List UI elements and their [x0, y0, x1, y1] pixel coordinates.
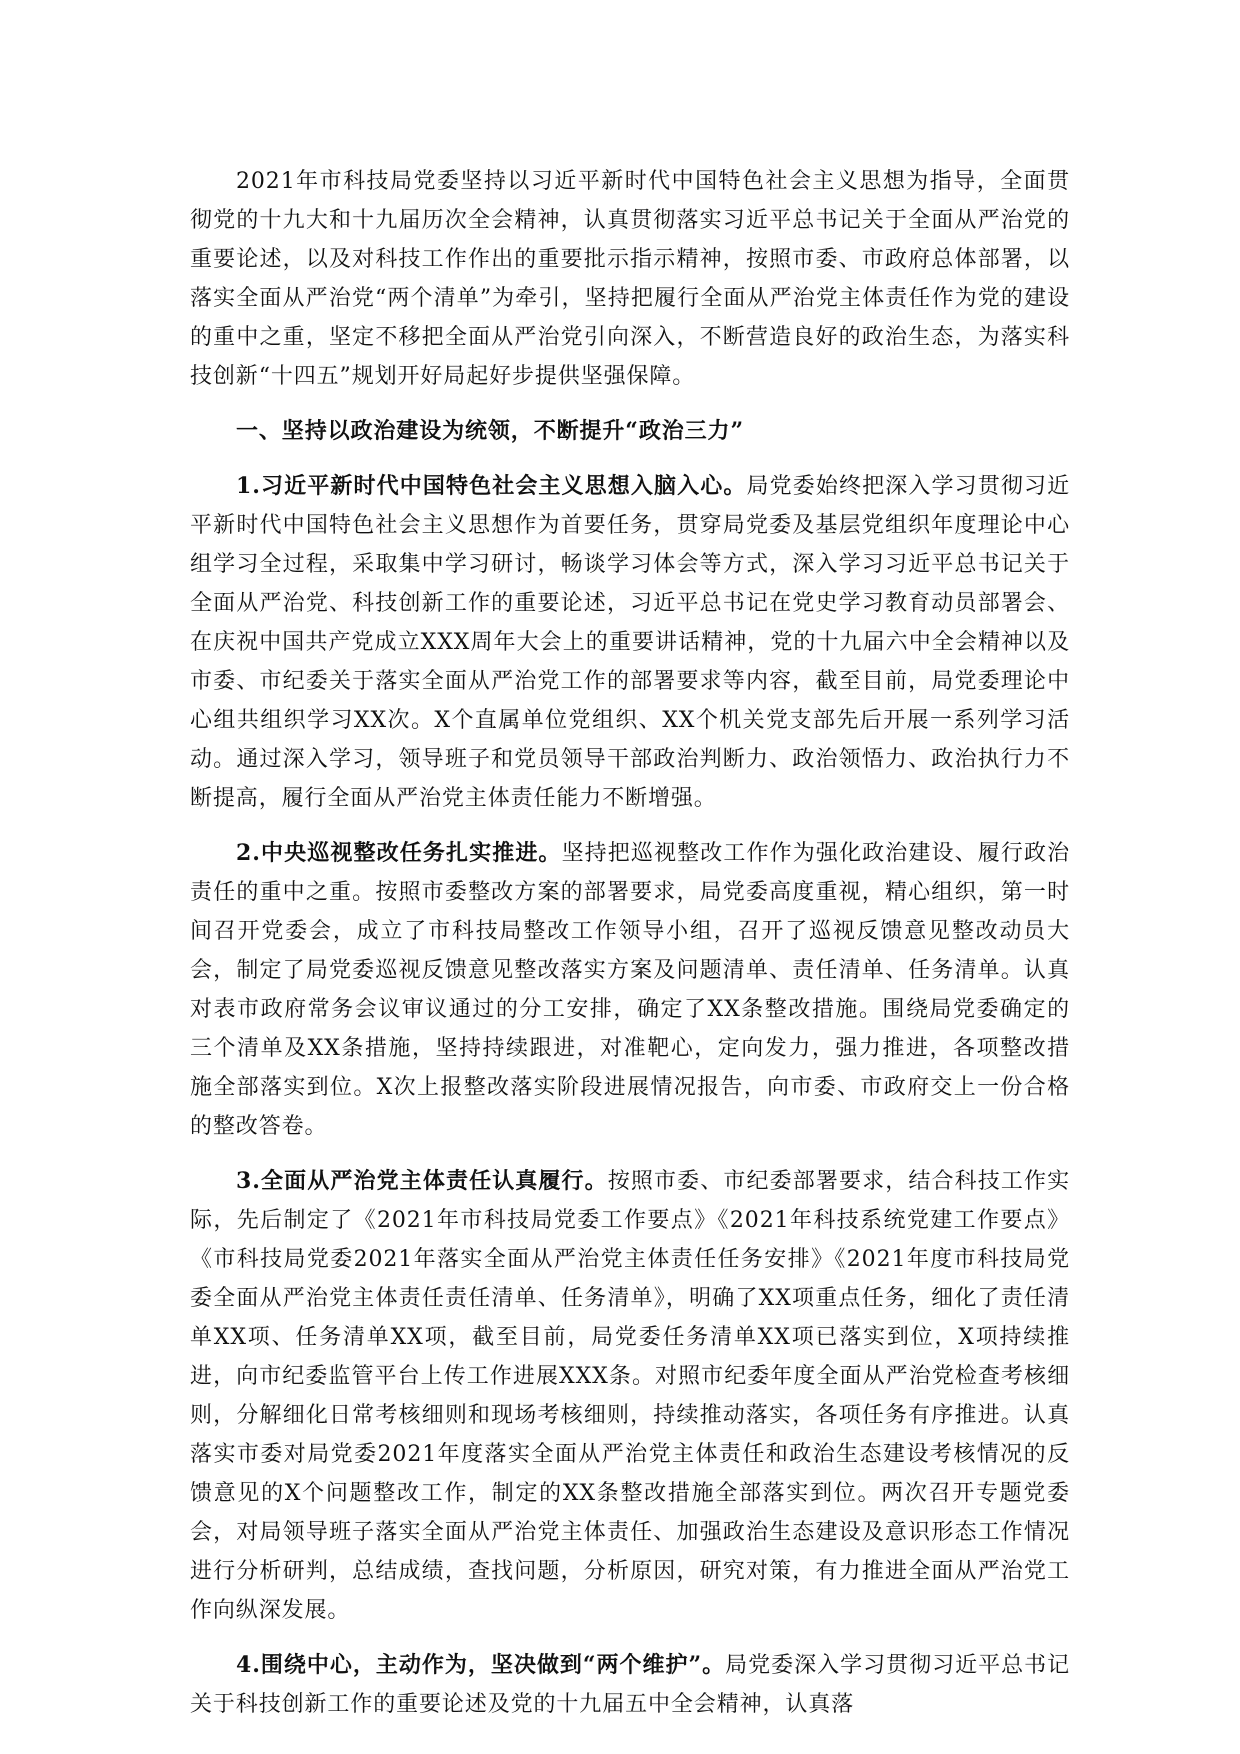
- item-body-3: 按照市委、市纪委部署要求，结合科技工作实际，先后制定了《2021年市科技局党委工作要点》《2021年科技系统党建工作要点》《市科技局党委2021年落实全面从严治党主体责任任务安排》《2021年度市科技局党委全面从严治党主体责任责任清单、任务清单》，明确了XX项重点任务，细化了责任清单XX项、任务清单XX项，截至目前，局党委任务清单XX项已落实到位，X项持续推进，向市纪委监管平台上传工作进展XXX条。对照市纪委年度全面从严治党检查考核细则，分解细化日常考核细则和现场考核细则，持续推动落实，各项任务有序推进。认真落实市委对局党委2021年度落实全面从严治党主体责任和政治生态建设考核情况的反馈意见的X个问题整改工作，制定的XX条整改措施全部落实到位。两次召开专题党委会，对局领导班子落实全面从严治党主体责任、加强政治生态建设及意识形态工作情况进行分析研判，总结成绩，查找问题，分析原因，研究对策，有力推进全面从严治党工作向纵深发展。: [190, 1169, 1070, 1623]
- item-body-1: 局党委始终把深入学习贯彻习近平新时代中国特色社会主义思想作为首要任务，贯穿局党委及基层党组织年度理论中心组学习全过程，采取集中学习研讨，畅谈学习体会等方式，深入学习习近平总书记关于全面从严治党、科技创新工作的重要论述，习近平总书记在党史学习教育动员部署会、在庆祝中国共产党成立XXX周年大会上的重要讲话精神，党的十九届六中全会精神以及市委、市纪委关于落实全面从严治党工作的部署要求等内容，截至目前，局党委理论中心组共组织学习XX次。X个直属单位党组织、XX个机关党支部先后开展一系列学习活动。通过深入学习，领导班子和党员领导干部政治判断力、政治领悟力、政治执行力不断提高，履行全面从严治党主体责任能力不断增强。: [190, 474, 1070, 811]
- item-lead-3: 3.全面从严治党主体责任认真履行。: [236, 1168, 608, 1194]
- intro-paragraph: 2021年市科技局党委坚持以习近平新时代中国特色社会主义思想为指导，全面贯彻党的十九大和十九届历次全会精神，认真贯彻落实习近平总书记关于全面从严治党的重要论述，以及对科技工作作出的重要批示指示精神，按照市委、市政府总体部署，以落实全面从严治党“两个清单”为牵引，坚持把履行全面从严治党主体责任作为党的建设的重中之重，坚定不移把全面从严治党引向深入，不断营造良好的政治生态，为落实科技创新“十四五”规划开好局起好步提供坚强保障。: [190, 169, 1070, 389]
- item-paragraph-4: [190, 1646, 1070, 1724]
- item-lead-1: 1.习近平新时代中国特色社会主义思想入脑入心。: [236, 473, 747, 499]
- item-paragraph-3: [190, 1162, 1070, 1630]
- item-lead-2: 2.中央巡视整改任务扎实推进。: [236, 840, 562, 866]
- section-heading: 一、坚持以政治建设为统领，不断提升“政治三力”: [236, 418, 745, 444]
- item-body-2: 坚持把巡视整改工作作为强化政治建设、履行政治责任的重中之重。按照市委整改方案的部署要求，局党委高度重视，精心组织，第一时间召开党委会，成立了市科技局整改工作领导小组，召开了巡视反馈意见整改动员大会，制定了局党委巡视反馈意见整改落实方案及问题清单、责任清单、任务清单。认真对表市政府常务会议审议通过的分工安排，确定了XX条整改措施。围绕局党委确定的三个清单及XX条措施，坚持持续跟进，对准靶心，定向发力，强力推进，各项整改措施全部落实到位。X次上报整改落实阶段进展情况报告，向市委、市政府交上一份合格的整改答卷。: [190, 841, 1070, 1139]
- item-paragraph-2: [190, 834, 1070, 1146]
- document-page: [190, 162, 1070, 1724]
- item-lead-4: 4.围绕中心，主动作为，坚决做到“两个维护”。: [236, 1652, 726, 1678]
- item-body-4: 局党委深入学习贯彻习近平总书记关于科技创新工作的重要论述及党的十九届五中全会精神，认真落: [190, 1653, 1070, 1717]
- item-paragraph-1: [190, 467, 1070, 818]
